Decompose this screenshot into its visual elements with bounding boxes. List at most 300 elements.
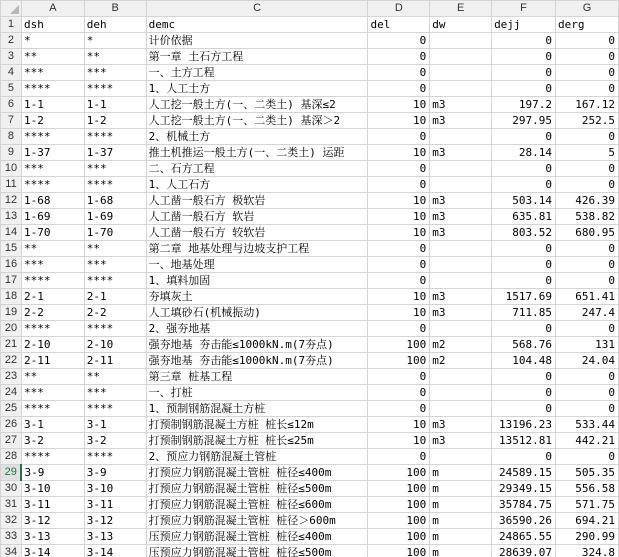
cell-g31[interactable]: 571.75: [556, 497, 619, 513]
cell-a11[interactable]: ****: [21, 177, 84, 193]
cell-c19[interactable]: 人工填砂石(机械振动): [146, 305, 368, 321]
table-row: [1, 417, 619, 433]
cell-f15[interactable]: 0: [492, 241, 556, 257]
row-header[interactable]: 9: [1, 145, 22, 161]
table-row: [1, 481, 619, 497]
table-row: [1, 129, 619, 145]
cell-d23[interactable]: 0: [368, 369, 430, 385]
cell-g1[interactable]: derg: [556, 17, 619, 33]
cell-g6[interactable]: 167.12: [556, 97, 619, 113]
cell-c18[interactable]: 夯填灰土: [146, 289, 368, 305]
cell-c27[interactable]: 打预制钢筋混凝土方桩 桩长≤25m: [146, 433, 368, 449]
cell-c7[interactable]: 人工挖一般土方(一、二类土) 基深＞2: [146, 113, 368, 129]
cell-b1[interactable]: deh: [84, 17, 146, 33]
table-row: [1, 385, 619, 401]
row-header[interactable]: 33: [1, 529, 22, 545]
table-row: [1, 353, 619, 369]
row-header[interactable]: 28: [1, 449, 22, 465]
cell-a23[interactable]: **: [21, 369, 84, 385]
cell-b9[interactable]: 1-37: [84, 145, 146, 161]
cell-g14[interactable]: 680.95: [556, 225, 619, 241]
table-row: [1, 545, 619, 557]
row-header[interactable]: 23: [1, 369, 22, 385]
cell-f17[interactable]: 0: [492, 273, 556, 289]
cell-f9[interactable]: 28.14: [492, 145, 556, 161]
cell-d24[interactable]: 0: [368, 385, 430, 401]
table-row: [1, 401, 619, 417]
cell-c23[interactable]: 第三章 桩基工程: [146, 369, 368, 385]
cell-d33[interactable]: 100: [368, 529, 430, 545]
cell-d3[interactable]: 0: [368, 49, 430, 65]
cell-g10[interactable]: 0: [556, 161, 619, 177]
cell-g2[interactable]: 0: [556, 33, 619, 49]
cell-a30[interactable]: 3-10: [21, 481, 84, 497]
cell-c26[interactable]: 打预制钢筋混凝土方桩 桩长≤12m: [146, 417, 368, 433]
cell-a31[interactable]: 3-11: [21, 497, 84, 513]
cell-a21[interactable]: 2-10: [21, 337, 84, 353]
cell-f19[interactable]: 711.85: [492, 305, 556, 321]
table-row: [1, 81, 619, 97]
cell-c1[interactable]: demc: [146, 17, 368, 33]
cell-e11[interactable]: [430, 177, 492, 193]
cell-g26[interactable]: 533.44: [556, 417, 619, 433]
cell-a18[interactable]: 2-1: [21, 289, 84, 305]
cell-b20[interactable]: ****: [84, 321, 146, 337]
cell-f27[interactable]: 13512.81: [492, 433, 556, 449]
cell-e31[interactable]: m: [430, 497, 492, 513]
cell-g34[interactable]: 324.8: [556, 545, 619, 557]
cell-g3[interactable]: 0: [556, 49, 619, 65]
cell-d6[interactable]: 10: [368, 97, 430, 113]
cell-e12[interactable]: m3: [430, 193, 492, 209]
cell-c31[interactable]: 打预应力钢筋混凝土管桩 桩径≤600m: [146, 497, 368, 513]
cell-c4[interactable]: 一、土方工程: [146, 65, 368, 81]
column-header-c[interactable]: C: [146, 1, 368, 17]
cell-c5[interactable]: 1、人工土方: [146, 81, 368, 97]
cell-c9[interactable]: 推土机推运一般土方(一、二类土) 运距: [146, 145, 368, 161]
cell-c20[interactable]: 2、强夯地基: [146, 321, 368, 337]
cell-g27[interactable]: 442.21: [556, 433, 619, 449]
cell-e10[interactable]: [430, 161, 492, 177]
cell-a26[interactable]: 3-1: [21, 417, 84, 433]
cell-c33[interactable]: 压预应力钢筋混凝土管桩 桩径≤400m: [146, 529, 368, 545]
cell-d8[interactable]: 0: [368, 129, 430, 145]
cell-c25[interactable]: 1、预制钢筋混凝土方桩: [146, 401, 368, 417]
column-header-f[interactable]: F: [492, 1, 556, 17]
cell-g5[interactable]: 0: [556, 81, 619, 97]
cell-c16[interactable]: 一、地基处理: [146, 257, 368, 273]
cell-c32[interactable]: 打预应力钢筋混凝土管桩 桩径＞600m: [146, 513, 368, 529]
row-header[interactable]: 31: [1, 497, 22, 513]
select-all-corner[interactable]: [1, 1, 22, 17]
row-header[interactable]: 12: [1, 193, 22, 209]
cell-c15[interactable]: 第二章 地基处理与边坡支护工程: [146, 241, 368, 257]
cell-g11[interactable]: 0: [556, 177, 619, 193]
row-header[interactable]: 11: [1, 177, 22, 193]
cell-a8[interactable]: ****: [21, 129, 84, 145]
cell-c28[interactable]: 2、预应力钢筋混凝土管桩: [146, 449, 368, 465]
row-header[interactable]: 6: [1, 97, 22, 113]
cell-e34[interactable]: m: [430, 545, 492, 557]
cell-b13[interactable]: 1-69: [84, 209, 146, 225]
cell-d13[interactable]: 10: [368, 209, 430, 225]
cell-e29[interactable]: m: [430, 465, 492, 481]
row-header[interactable]: 18: [1, 289, 22, 305]
cell-d10[interactable]: 0: [368, 161, 430, 177]
cell-g17[interactable]: 0: [556, 273, 619, 289]
row-header[interactable]: 29: [1, 465, 22, 481]
row-header[interactable]: 32: [1, 513, 22, 529]
row-header[interactable]: 13: [1, 209, 22, 225]
row-header[interactable]: 25: [1, 401, 22, 417]
cell-d20[interactable]: 0: [368, 321, 430, 337]
cell-a32[interactable]: 3-12: [21, 513, 84, 529]
cell-f10[interactable]: 0: [492, 161, 556, 177]
cell-b18[interactable]: 2-1: [84, 289, 146, 305]
table-row: [1, 497, 619, 513]
cell-g22[interactable]: 24.04: [556, 353, 619, 369]
cell-e7[interactable]: m3: [430, 113, 492, 129]
cell-g15[interactable]: 0: [556, 241, 619, 257]
cell-c13[interactable]: 人工凿一般石方 软岩: [146, 209, 368, 225]
cell-f24[interactable]: 0: [492, 385, 556, 401]
cell-e27[interactable]: m3: [430, 433, 492, 449]
cell-d16[interactable]: 0: [368, 257, 430, 273]
cell-f20[interactable]: 0: [492, 321, 556, 337]
row-header[interactable]: 10: [1, 161, 22, 177]
cell-a34[interactable]: 3-14: [21, 545, 84, 557]
cell-f22[interactable]: 104.48: [492, 353, 556, 369]
cell-a14[interactable]: 1-70: [21, 225, 84, 241]
cell-a6[interactable]: 1-1: [21, 97, 84, 113]
cell-b5[interactable]: ****: [84, 81, 146, 97]
cell-d12[interactable]: 10: [368, 193, 430, 209]
row-header[interactable]: 4: [1, 65, 22, 81]
cell-a1[interactable]: dsh: [21, 17, 84, 33]
row-header[interactable]: 21: [1, 337, 22, 353]
row-header[interactable]: 14: [1, 225, 22, 241]
cell-b15[interactable]: **: [84, 241, 146, 257]
cell-f8[interactable]: 0: [492, 129, 556, 145]
cell-e3[interactable]: [430, 49, 492, 65]
row-header[interactable]: 7: [1, 113, 22, 129]
row-header[interactable]: 17: [1, 273, 22, 289]
cell-e19[interactable]: m3: [430, 305, 492, 321]
cell-b29[interactable]: 3-9: [84, 465, 146, 481]
column-header-a[interactable]: A: [21, 1, 84, 17]
cell-f23[interactable]: 0: [492, 369, 556, 385]
cell-b2[interactable]: *: [84, 33, 146, 49]
cell-a15[interactable]: **: [21, 241, 84, 257]
table-row: [1, 241, 619, 257]
table-row: [1, 273, 619, 289]
cell-e13[interactable]: m3: [430, 209, 492, 225]
cell-a20[interactable]: ****: [21, 321, 84, 337]
cell-f12[interactable]: 503.14: [492, 193, 556, 209]
cell-d18[interactable]: 10: [368, 289, 430, 305]
cell-c22[interactable]: 强夯地基 夯击能≤1000kN.m(7夯点): [146, 353, 368, 369]
cell-b12[interactable]: 1-68: [84, 193, 146, 209]
cell-e24[interactable]: [430, 385, 492, 401]
cell-g33[interactable]: 290.99: [556, 529, 619, 545]
cell-e26[interactable]: m3: [430, 417, 492, 433]
cell-d1[interactable]: del: [368, 17, 430, 33]
cell-e14[interactable]: m3: [430, 225, 492, 241]
cell-b8[interactable]: ****: [84, 129, 146, 145]
cell-f3[interactable]: 0: [492, 49, 556, 65]
cell-f25[interactable]: 0: [492, 401, 556, 417]
cell-b21[interactable]: 2-10: [84, 337, 146, 353]
cell-f18[interactable]: 1517.69: [492, 289, 556, 305]
row-header[interactable]: 15: [1, 241, 22, 257]
cell-c24[interactable]: 一、打桩: [146, 385, 368, 401]
cell-c11[interactable]: 1、人工石方: [146, 177, 368, 193]
row-header[interactable]: 16: [1, 257, 22, 273]
cell-e23[interactable]: [430, 369, 492, 385]
cell-g8[interactable]: 0: [556, 129, 619, 145]
table-row: [1, 177, 619, 193]
cell-a4[interactable]: ***: [21, 65, 84, 81]
cell-b7[interactable]: 1-2: [84, 113, 146, 129]
cell-g28[interactable]: 0: [556, 449, 619, 465]
cell-d29[interactable]: 100: [368, 465, 430, 481]
cell-g30[interactable]: 556.58: [556, 481, 619, 497]
cell-d14[interactable]: 10: [368, 225, 430, 241]
cell-d19[interactable]: 10: [368, 305, 430, 321]
row-header[interactable]: 24: [1, 385, 22, 401]
row-header[interactable]: 22: [1, 353, 22, 369]
cell-a3[interactable]: **: [21, 49, 84, 65]
cell-a29[interactable]: 3-9: [21, 465, 84, 481]
cell-e30[interactable]: m: [430, 481, 492, 497]
cell-b25[interactable]: ****: [84, 401, 146, 417]
cell-e4[interactable]: [430, 65, 492, 81]
cell-c21[interactable]: 强夯地基 夯击能≤1000kN.m(7夯点): [146, 337, 368, 353]
cell-a27[interactable]: 3-2: [21, 433, 84, 449]
cell-b14[interactable]: 1-70: [84, 225, 146, 241]
table-row: [1, 529, 619, 545]
cell-d21[interactable]: 100: [368, 337, 430, 353]
row-header[interactable]: 26: [1, 417, 22, 433]
cell-g21[interactable]: 131: [556, 337, 619, 353]
row-header[interactable]: 8: [1, 129, 22, 145]
cell-d4[interactable]: 0: [368, 65, 430, 81]
cell-g4[interactable]: 0: [556, 65, 619, 81]
cell-g12[interactable]: 426.39: [556, 193, 619, 209]
cell-d11[interactable]: 0: [368, 177, 430, 193]
cell-c17[interactable]: 1、填料加固: [146, 273, 368, 289]
cell-b16[interactable]: ***: [84, 257, 146, 273]
cell-a24[interactable]: ***: [21, 385, 84, 401]
cell-g13[interactable]: 538.82: [556, 209, 619, 225]
cell-f2[interactable]: 0: [492, 33, 556, 49]
cell-b31[interactable]: 3-11: [84, 497, 146, 513]
cell-e22[interactable]: m2: [430, 353, 492, 369]
table-row: [1, 113, 619, 129]
cell-d15[interactable]: 0: [368, 241, 430, 257]
cell-e1[interactable]: dw: [430, 17, 492, 33]
cell-c2[interactable]: 计价依据: [146, 33, 368, 49]
cell-b34[interactable]: 3-14: [84, 545, 146, 557]
cell-g20[interactable]: 0: [556, 321, 619, 337]
table-row: [1, 193, 619, 209]
cell-e20[interactable]: [430, 321, 492, 337]
cell-d34[interactable]: 100: [368, 545, 430, 557]
cell-e21[interactable]: m2: [430, 337, 492, 353]
cell-f28[interactable]: 0: [492, 449, 556, 465]
cell-b4[interactable]: ***: [84, 65, 146, 81]
cell-d5[interactable]: 0: [368, 81, 430, 97]
cell-f11[interactable]: 0: [492, 177, 556, 193]
cell-a25[interactable]: ****: [21, 401, 84, 417]
cell-e17[interactable]: [430, 273, 492, 289]
row-header[interactable]: 19: [1, 305, 22, 321]
cell-c6[interactable]: 人工挖一般土方(一、二类土) 基深≤2: [146, 97, 368, 113]
cell-e28[interactable]: [430, 449, 492, 465]
cell-a9[interactable]: 1-37: [21, 145, 84, 161]
cell-g25[interactable]: 0: [556, 401, 619, 417]
cell-f31[interactable]: 35784.75: [492, 497, 556, 513]
cell-f21[interactable]: 568.76: [492, 337, 556, 353]
cell-g19[interactable]: 247.4: [556, 305, 619, 321]
row-header[interactable]: 34: [1, 545, 22, 557]
cell-f29[interactable]: 24589.15: [492, 465, 556, 481]
cell-d30[interactable]: 100: [368, 481, 430, 497]
cell-e2[interactable]: [430, 33, 492, 49]
cell-g7[interactable]: 252.5: [556, 113, 619, 129]
cell-b23[interactable]: **: [84, 369, 146, 385]
cell-b10[interactable]: ***: [84, 161, 146, 177]
table-row: [1, 513, 619, 529]
cell-c8[interactable]: 2、机械土方: [146, 129, 368, 145]
cell-f5[interactable]: 0: [492, 81, 556, 97]
cell-b30[interactable]: 3-10: [84, 481, 146, 497]
cell-f33[interactable]: 24865.55: [492, 529, 556, 545]
cell-e9[interactable]: m3: [430, 145, 492, 161]
cell-g23[interactable]: 0: [556, 369, 619, 385]
cell-d26[interactable]: 10: [368, 417, 430, 433]
cell-f14[interactable]: 803.52: [492, 225, 556, 241]
cell-d27[interactable]: 10: [368, 433, 430, 449]
cell-e33[interactable]: m: [430, 529, 492, 545]
column-header-d[interactable]: D: [368, 1, 430, 17]
cell-e18[interactable]: m3: [430, 289, 492, 305]
table-row: [1, 305, 619, 321]
cell-e8[interactable]: [430, 129, 492, 145]
cell-f7[interactable]: 297.95: [492, 113, 556, 129]
cell-g9[interactable]: 5: [556, 145, 619, 161]
cell-g16[interactable]: 0: [556, 257, 619, 273]
row-header[interactable]: 30: [1, 481, 22, 497]
cell-f6[interactable]: 197.2: [492, 97, 556, 113]
cell-a28[interactable]: ****: [21, 449, 84, 465]
cell-d2[interactable]: 0: [368, 33, 430, 49]
table-row: [1, 289, 619, 305]
cell-c30[interactable]: 打预应力钢筋混凝土管桩 桩径≤500m: [146, 481, 368, 497]
cell-f30[interactable]: 29349.15: [492, 481, 556, 497]
cell-c10[interactable]: 二、石方工程: [146, 161, 368, 177]
cell-d31[interactable]: 100: [368, 497, 430, 513]
cell-f26[interactable]: 13196.23: [492, 417, 556, 433]
cell-b27[interactable]: 3-2: [84, 433, 146, 449]
cell-b11[interactable]: ****: [84, 177, 146, 193]
cell-g32[interactable]: 694.21: [556, 513, 619, 529]
cell-b24[interactable]: ***: [84, 385, 146, 401]
cell-f1[interactable]: dejj: [492, 17, 556, 33]
cell-d28[interactable]: 0: [368, 449, 430, 465]
column-header-g[interactable]: G: [556, 1, 619, 17]
cell-d7[interactable]: 10: [368, 113, 430, 129]
cell-a2[interactable]: *: [21, 33, 84, 49]
cell-d22[interactable]: 100: [368, 353, 430, 369]
cell-f16[interactable]: 0: [492, 257, 556, 273]
cell-a22[interactable]: 2-11: [21, 353, 84, 369]
cell-a33[interactable]: 3-13: [21, 529, 84, 545]
cell-b32[interactable]: 3-12: [84, 513, 146, 529]
cell-e15[interactable]: [430, 241, 492, 257]
cell-c3[interactable]: 第一章 土石方工程: [146, 49, 368, 65]
cell-a19[interactable]: 2-2: [21, 305, 84, 321]
cell-d17[interactable]: 0: [368, 273, 430, 289]
cell-e25[interactable]: [430, 401, 492, 417]
cell-f13[interactable]: 635.81: [492, 209, 556, 225]
cell-a5[interactable]: ****: [21, 81, 84, 97]
cell-e5[interactable]: [430, 81, 492, 97]
cell-b33[interactable]: 3-13: [84, 529, 146, 545]
cell-a13[interactable]: 1-69: [21, 209, 84, 225]
cell-c34[interactable]: 压预应力钢筋混凝土管桩 桩径≤500m: [146, 545, 368, 557]
cell-c29[interactable]: 打预应力钢筋混凝土管桩 桩径≤400m: [146, 465, 368, 481]
cell-b22[interactable]: 2-11: [84, 353, 146, 369]
cell-b3[interactable]: **: [84, 49, 146, 65]
cell-c12[interactable]: 人工凿一般石方 极软岩: [146, 193, 368, 209]
cell-d25[interactable]: 0: [368, 401, 430, 417]
cell-g29[interactable]: 505.35: [556, 465, 619, 481]
table-row: [1, 449, 619, 465]
row-header[interactable]: 5: [1, 81, 22, 97]
column-header-b[interactable]: B: [84, 1, 146, 17]
cell-b26[interactable]: 3-1: [84, 417, 146, 433]
row-header[interactable]: 20: [1, 321, 22, 337]
cell-e16[interactable]: [430, 257, 492, 273]
cell-a17[interactable]: ****: [21, 273, 84, 289]
cell-b17[interactable]: ****: [84, 273, 146, 289]
cell-e32[interactable]: m: [430, 513, 492, 529]
cell-d32[interactable]: 100: [368, 513, 430, 529]
row-header[interactable]: 1: [1, 17, 22, 33]
cell-g24[interactable]: 0: [556, 385, 619, 401]
cell-a12[interactable]: 1-68: [21, 193, 84, 209]
cell-c14[interactable]: 人工凿一般石方 较软岩: [146, 225, 368, 241]
cell-a7[interactable]: 1-2: [21, 113, 84, 129]
row-header[interactable]: 3: [1, 49, 22, 65]
cell-b28[interactable]: ****: [84, 449, 146, 465]
cell-f34[interactable]: 28639.07: [492, 545, 556, 557]
table-row: [1, 161, 619, 177]
cell-f4[interactable]: 0: [492, 65, 556, 81]
row-header[interactable]: 27: [1, 433, 22, 449]
cell-e6[interactable]: m3: [430, 97, 492, 113]
cell-a10[interactable]: ***: [21, 161, 84, 177]
cell-a16[interactable]: ***: [21, 257, 84, 273]
cell-b6[interactable]: 1-1: [84, 97, 146, 113]
cell-b19[interactable]: 2-2: [84, 305, 146, 321]
row-header[interactable]: 2: [1, 33, 22, 49]
cell-d9[interactable]: 10: [368, 145, 430, 161]
cell-g18[interactable]: 651.41: [556, 289, 619, 305]
column-header-e[interactable]: E: [430, 1, 492, 17]
cell-f32[interactable]: 36590.26: [492, 513, 556, 529]
